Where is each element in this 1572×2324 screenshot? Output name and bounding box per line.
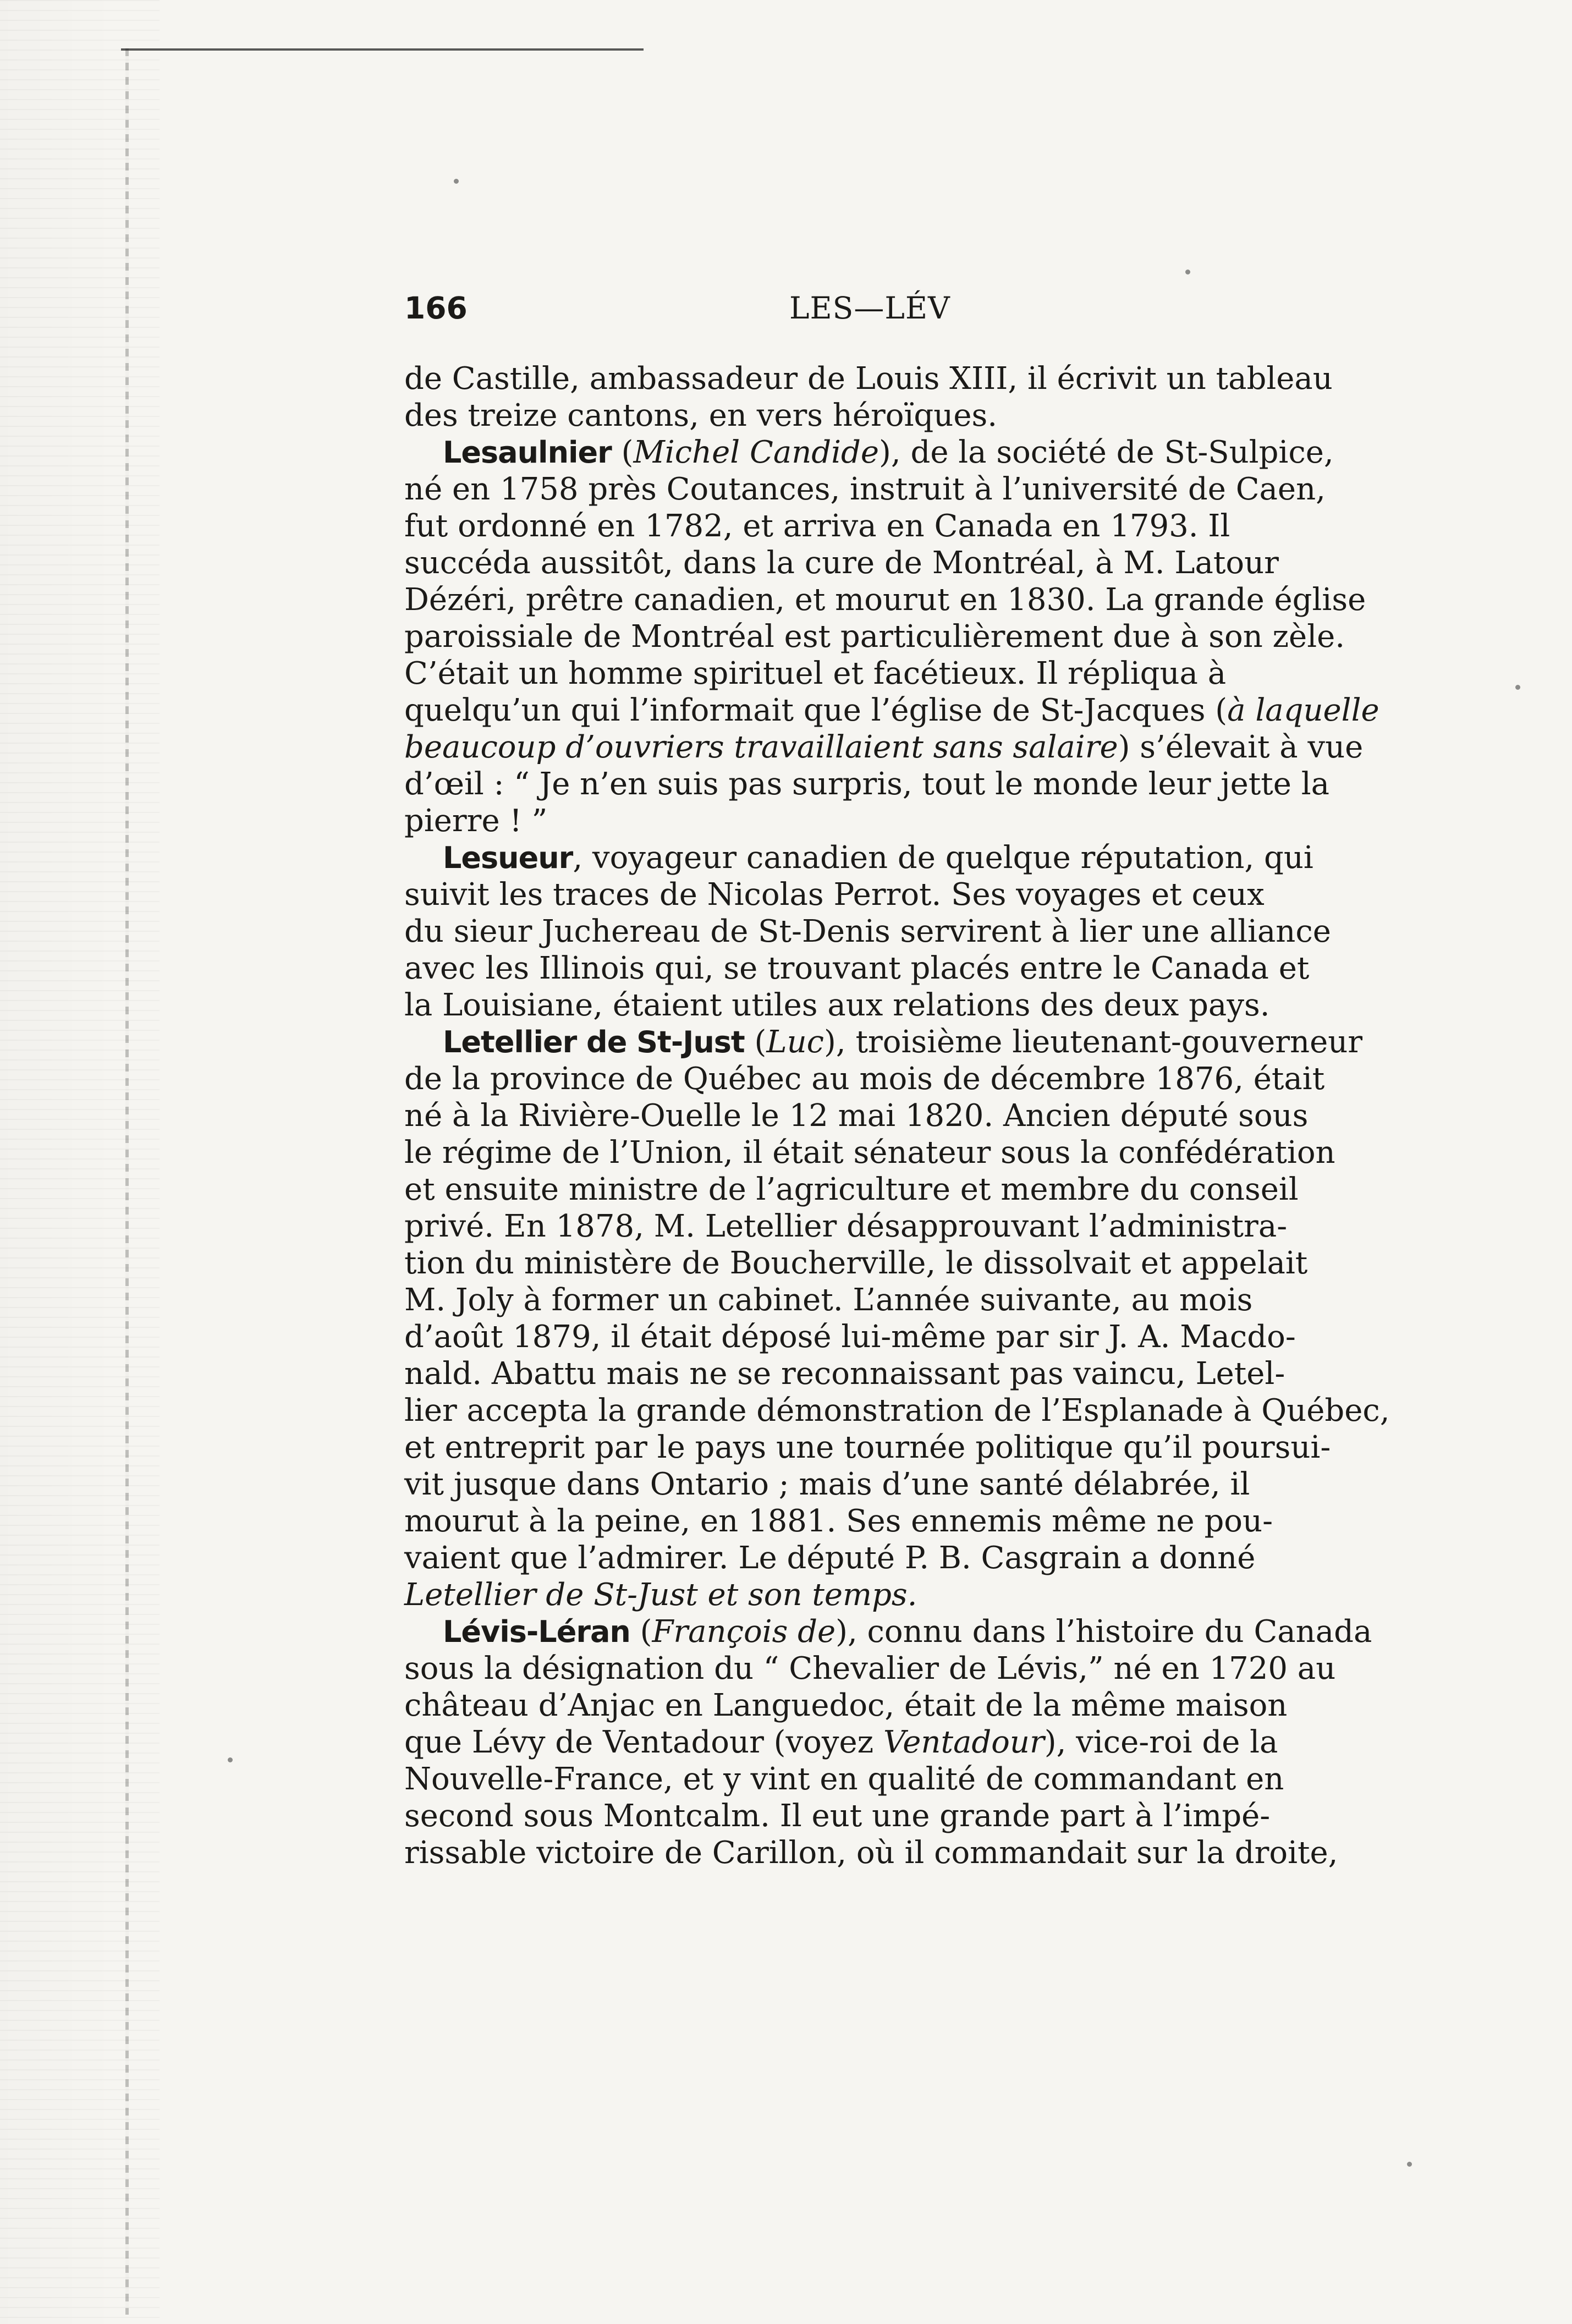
text-line: sous la désignation du “ Chevalier de Lévis,” né en 1720 au bbox=[404, 1651, 1336, 1686]
italic-text: Michel Candide bbox=[633, 435, 880, 470]
text-line: de la province de Québec au mois de décembre 1876, était bbox=[404, 1061, 1325, 1097]
text-line: château d’Anjac en Languedoc, était de la même maison bbox=[404, 1688, 1288, 1723]
text-line: de Castille, ambassadeur de Louis XIII, il écrivit un tableau bbox=[404, 361, 1333, 397]
text-run: ), troisième lieutenant-gouverneur bbox=[824, 1024, 1363, 1060]
text-line: du sieur Juchereau de St-Denis servirent à lier une alliance bbox=[404, 914, 1331, 949]
text-run: , voyageur canadien de quelque réputation, qui bbox=[573, 840, 1313, 876]
text-line: et entreprit par le pays une tournée politique qu’il poursui- bbox=[404, 1430, 1331, 1465]
text-run: ( bbox=[611, 435, 634, 470]
italic-text: à laquelle bbox=[1227, 693, 1379, 728]
entry-heading: Lévis-Léran bbox=[443, 1614, 630, 1649]
entry-heading: Lesueur bbox=[443, 840, 573, 875]
text-run: ( bbox=[630, 1614, 652, 1650]
text-run: que Lévy de Ventadour (voyez bbox=[404, 1724, 883, 1760]
text-line: succéda aussitôt, dans la cure de Montréal, à M. Latour bbox=[404, 545, 1279, 581]
body-text bbox=[404, 360, 1390, 1871]
text-run: ), vice-roi de la bbox=[1044, 1724, 1278, 1760]
text-run: ( bbox=[744, 1024, 767, 1060]
scan-binding-edge bbox=[125, 48, 129, 2315]
italic-text: Ventadour bbox=[883, 1724, 1045, 1760]
text-line: né à la Rivière-Ouelle le 12 mai 1820. Ancien député sous bbox=[404, 1098, 1309, 1134]
text-line: des treize cantons, en vers héroïques. bbox=[404, 398, 998, 433]
italic-text: beaucoup d’ouvriers travaillaient sans salaire bbox=[404, 729, 1118, 765]
text-line: paroissiale de Montréal est particulièrement due à son zèle. bbox=[404, 619, 1345, 655]
italic-text: Luc bbox=[766, 1024, 825, 1060]
speck bbox=[1515, 685, 1520, 690]
scan-top-rule bbox=[121, 48, 644, 51]
text-run: ), connu dans l’histoire du Canada bbox=[836, 1614, 1372, 1650]
text-line: vaient que l’admirer. Le député P. B. Casgrain a donné bbox=[404, 1540, 1256, 1576]
text-line: fut ordonné en 1782, et arriva en Canada en 1793. Il bbox=[404, 508, 1230, 544]
speck bbox=[1407, 2162, 1412, 2167]
entry-letellier-first-line bbox=[404, 1024, 1363, 1061]
text-line: Dézéri, prêtre canadien, et mourut en 1830. La grande église bbox=[404, 582, 1366, 618]
entry-heading: Letellier de St-Just bbox=[443, 1025, 745, 1059]
text-line: rissable victoire de Carillon, où il commandait sur la droite, bbox=[404, 1835, 1338, 1871]
text-line: lier accepta la grande démonstration de l’Esplanade à Québec, bbox=[404, 1393, 1390, 1429]
text-line: Nouvelle-France, et y vint en qualité de commandant en bbox=[404, 1761, 1284, 1797]
text-line: second sous Montcalm. Il eut une grande part à l’impé- bbox=[404, 1798, 1271, 1834]
text-line: le régime de l’Union, il était sénateur sous la confédération bbox=[404, 1135, 1335, 1171]
speck bbox=[454, 179, 459, 184]
text-line: d’août 1879, il était déposé lui-même par sir J. A. Macdo- bbox=[404, 1319, 1296, 1355]
running-head: LES—LÉV bbox=[789, 290, 950, 326]
italic-text-line: Letellier de St-Just et son temps. bbox=[404, 1577, 917, 1613]
text-line: nald. Abattu mais ne se reconnaissant pas vaincu, Letel- bbox=[404, 1356, 1285, 1392]
speck bbox=[228, 1757, 233, 1762]
page-number: 166 bbox=[404, 290, 468, 326]
text-line: privé. En 1878, M. Letellier désapprouvant l’administra- bbox=[404, 1208, 1288, 1244]
text-line: la Louisiane, étaient utiles aux relations des deux pays. bbox=[404, 987, 1270, 1023]
speck bbox=[1185, 270, 1190, 274]
text-line: et ensuite ministre de l’agriculture et membre du conseil bbox=[404, 1172, 1299, 1207]
text-line: M. Joly à former un cabinet. L’année suivante, au mois bbox=[404, 1282, 1253, 1318]
text-run: ), de la société de St-Sulpice, bbox=[879, 435, 1334, 470]
entry-lesueur-first-line bbox=[404, 839, 1339, 876]
entry-heading: Lesaulnier bbox=[443, 435, 612, 470]
text-line: avec les Illinois qui, se trouvant placés entre le Canada et bbox=[404, 951, 1310, 986]
text-line: C’était un homme spirituel et facétieux. Il répliqua à bbox=[404, 656, 1227, 691]
text-line: d’œil : “ Je n’en suis pas surpris, tout le monde leur jette la bbox=[404, 766, 1330, 802]
text-run: quelqu’un qui l’informait que l’église de St-Jacques ( bbox=[404, 693, 1228, 728]
text-line-with-italic bbox=[404, 729, 1364, 766]
text-line-with-italic bbox=[404, 692, 1379, 729]
scan-shadow bbox=[0, 0, 160, 2324]
text-line: mourut à la peine, en 1881. Ses ennemis même ne pou- bbox=[404, 1503, 1273, 1539]
text-line: né en 1758 près Coutances, instruit à l’université de Caen, bbox=[404, 471, 1326, 507]
text-line: vit jusque dans Ontario ; mais d’une santé délabrée, il bbox=[404, 1466, 1250, 1502]
page-header bbox=[404, 289, 1339, 327]
text-line: suivit les traces de Nicolas Perrot. Ses voyages et ceux bbox=[404, 877, 1265, 913]
entry-levis-leran-first-line bbox=[404, 1613, 1372, 1650]
text-line: pierre ! ” bbox=[404, 803, 548, 839]
italic-text: François de bbox=[652, 1614, 836, 1650]
text-line-with-italic bbox=[404, 1724, 1339, 1761]
entry-lesaulnier-first-line bbox=[404, 434, 1339, 471]
text-line: tion du ministère de Boucherville, le dissolvait et appelait bbox=[404, 1245, 1308, 1281]
text-run: ) s’élevait à vue bbox=[1118, 729, 1364, 765]
